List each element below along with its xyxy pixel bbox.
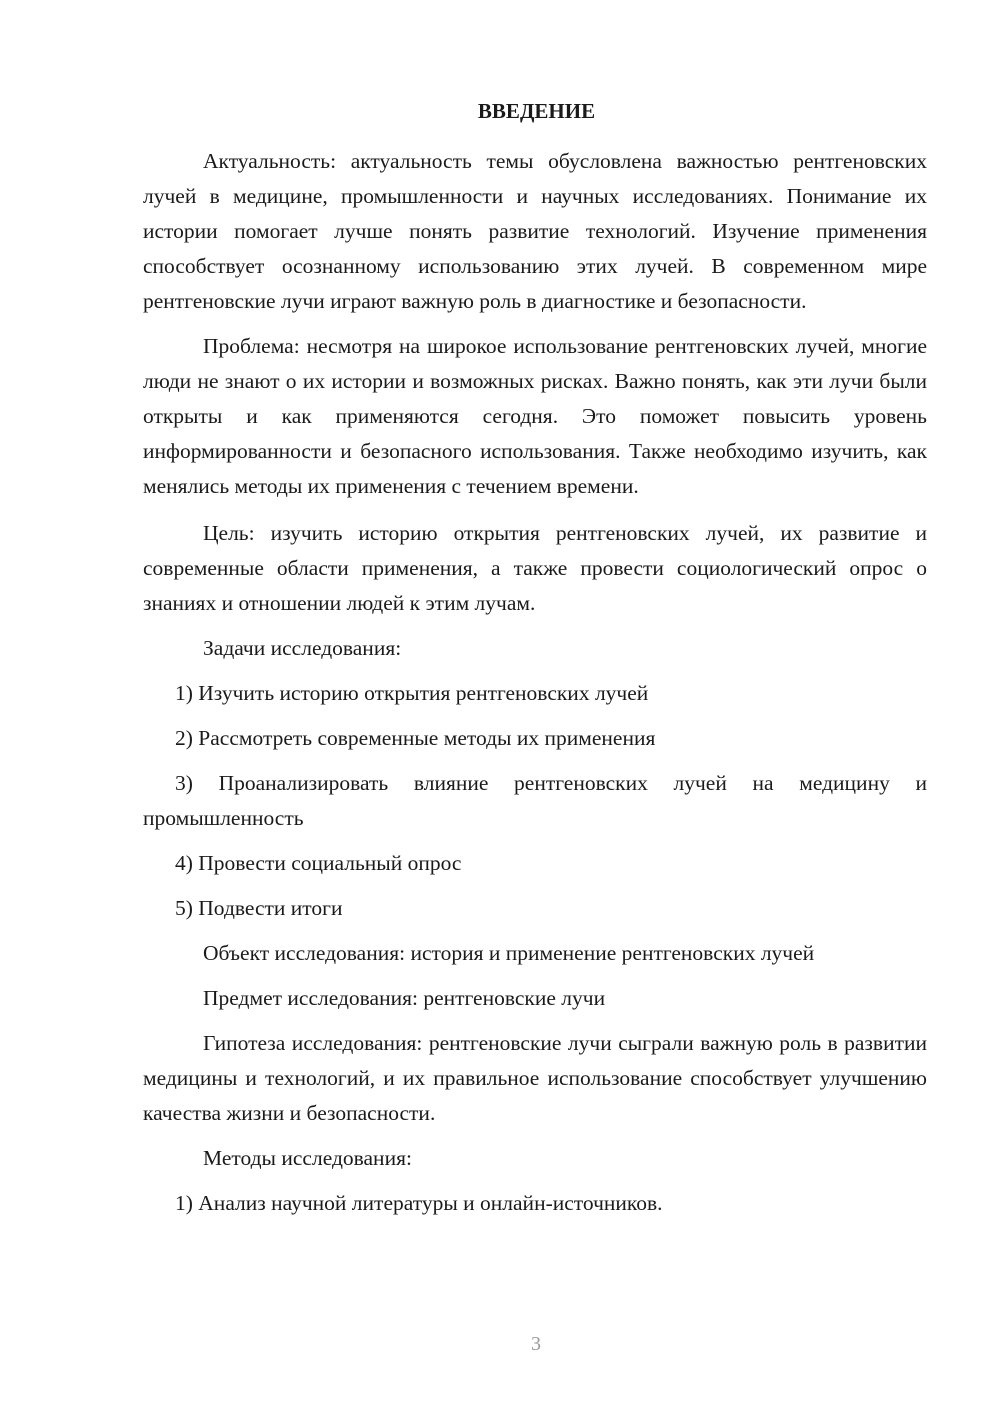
page-content [143, 96, 927, 1231]
subject-paragraph: Предмет исследования: рентгеновские лучи [203, 986, 606, 1010]
page-number: 3 [531, 1333, 541, 1355]
task-item: 5) Подвести итоги [175, 896, 343, 920]
tasks-heading: Задачи исследования: [203, 636, 402, 660]
problem-paragraph: Проблема: несмотря на широкое использование рентгеновских лучей, многие люди не знают о их истории и возможных рисках. Важно понять, как эти лучи были открыты и как применяются сегодня. Это поможет повысить уровень информированности и безопасного использования. Также необходимо изучить, как менялись методы их применения с течением времени. [143, 334, 927, 498]
task-item: 3) Проанализировать влияние рентгеновских лучей на медицину и промышленность [143, 771, 927, 830]
goal-paragraph: Цель: изучить историю открытия рентгеновских лучей, их развитие и современные области применения, а также провести социологический опрос о знаниях и отношении людей к этим лучам. [143, 521, 927, 615]
relevance-paragraph: Актуальность: актуальность темы обусловлена важностью рентгеновских лучей в медицине, промышленности и научных исследованиях. Понимание их истории помогает лучше понять развитие технологий. Изучение применения способствует осознанному использованию этих лучей. В современном мире рентгеновские лучи играют важную роль в диагностике и безопасности. [143, 149, 927, 313]
task-item: 4) Провести социальный опрос [175, 851, 462, 875]
object-paragraph: Объект исследования: история и применение рентгеновских лучей [203, 941, 815, 965]
methods-heading: Методы исследования: [203, 1146, 412, 1170]
hypothesis-paragraph: Гипотеза исследования: рентгеновские лучи сыграли важную роль в развитии медицины и технологий, и их правильное использование способствует улучшению качества жизни и безопасности. [143, 1031, 927, 1125]
method-item: 1) Анализ научной литературы и онлайн-источников. [175, 1191, 663, 1215]
task-item: 1) Изучить историю открытия рентгеновских лучей [175, 681, 649, 705]
section-title: ВВЕДЕНИЕ [477, 99, 596, 123]
task-item: 2) Рассмотреть современные методы их применения [175, 726, 656, 750]
